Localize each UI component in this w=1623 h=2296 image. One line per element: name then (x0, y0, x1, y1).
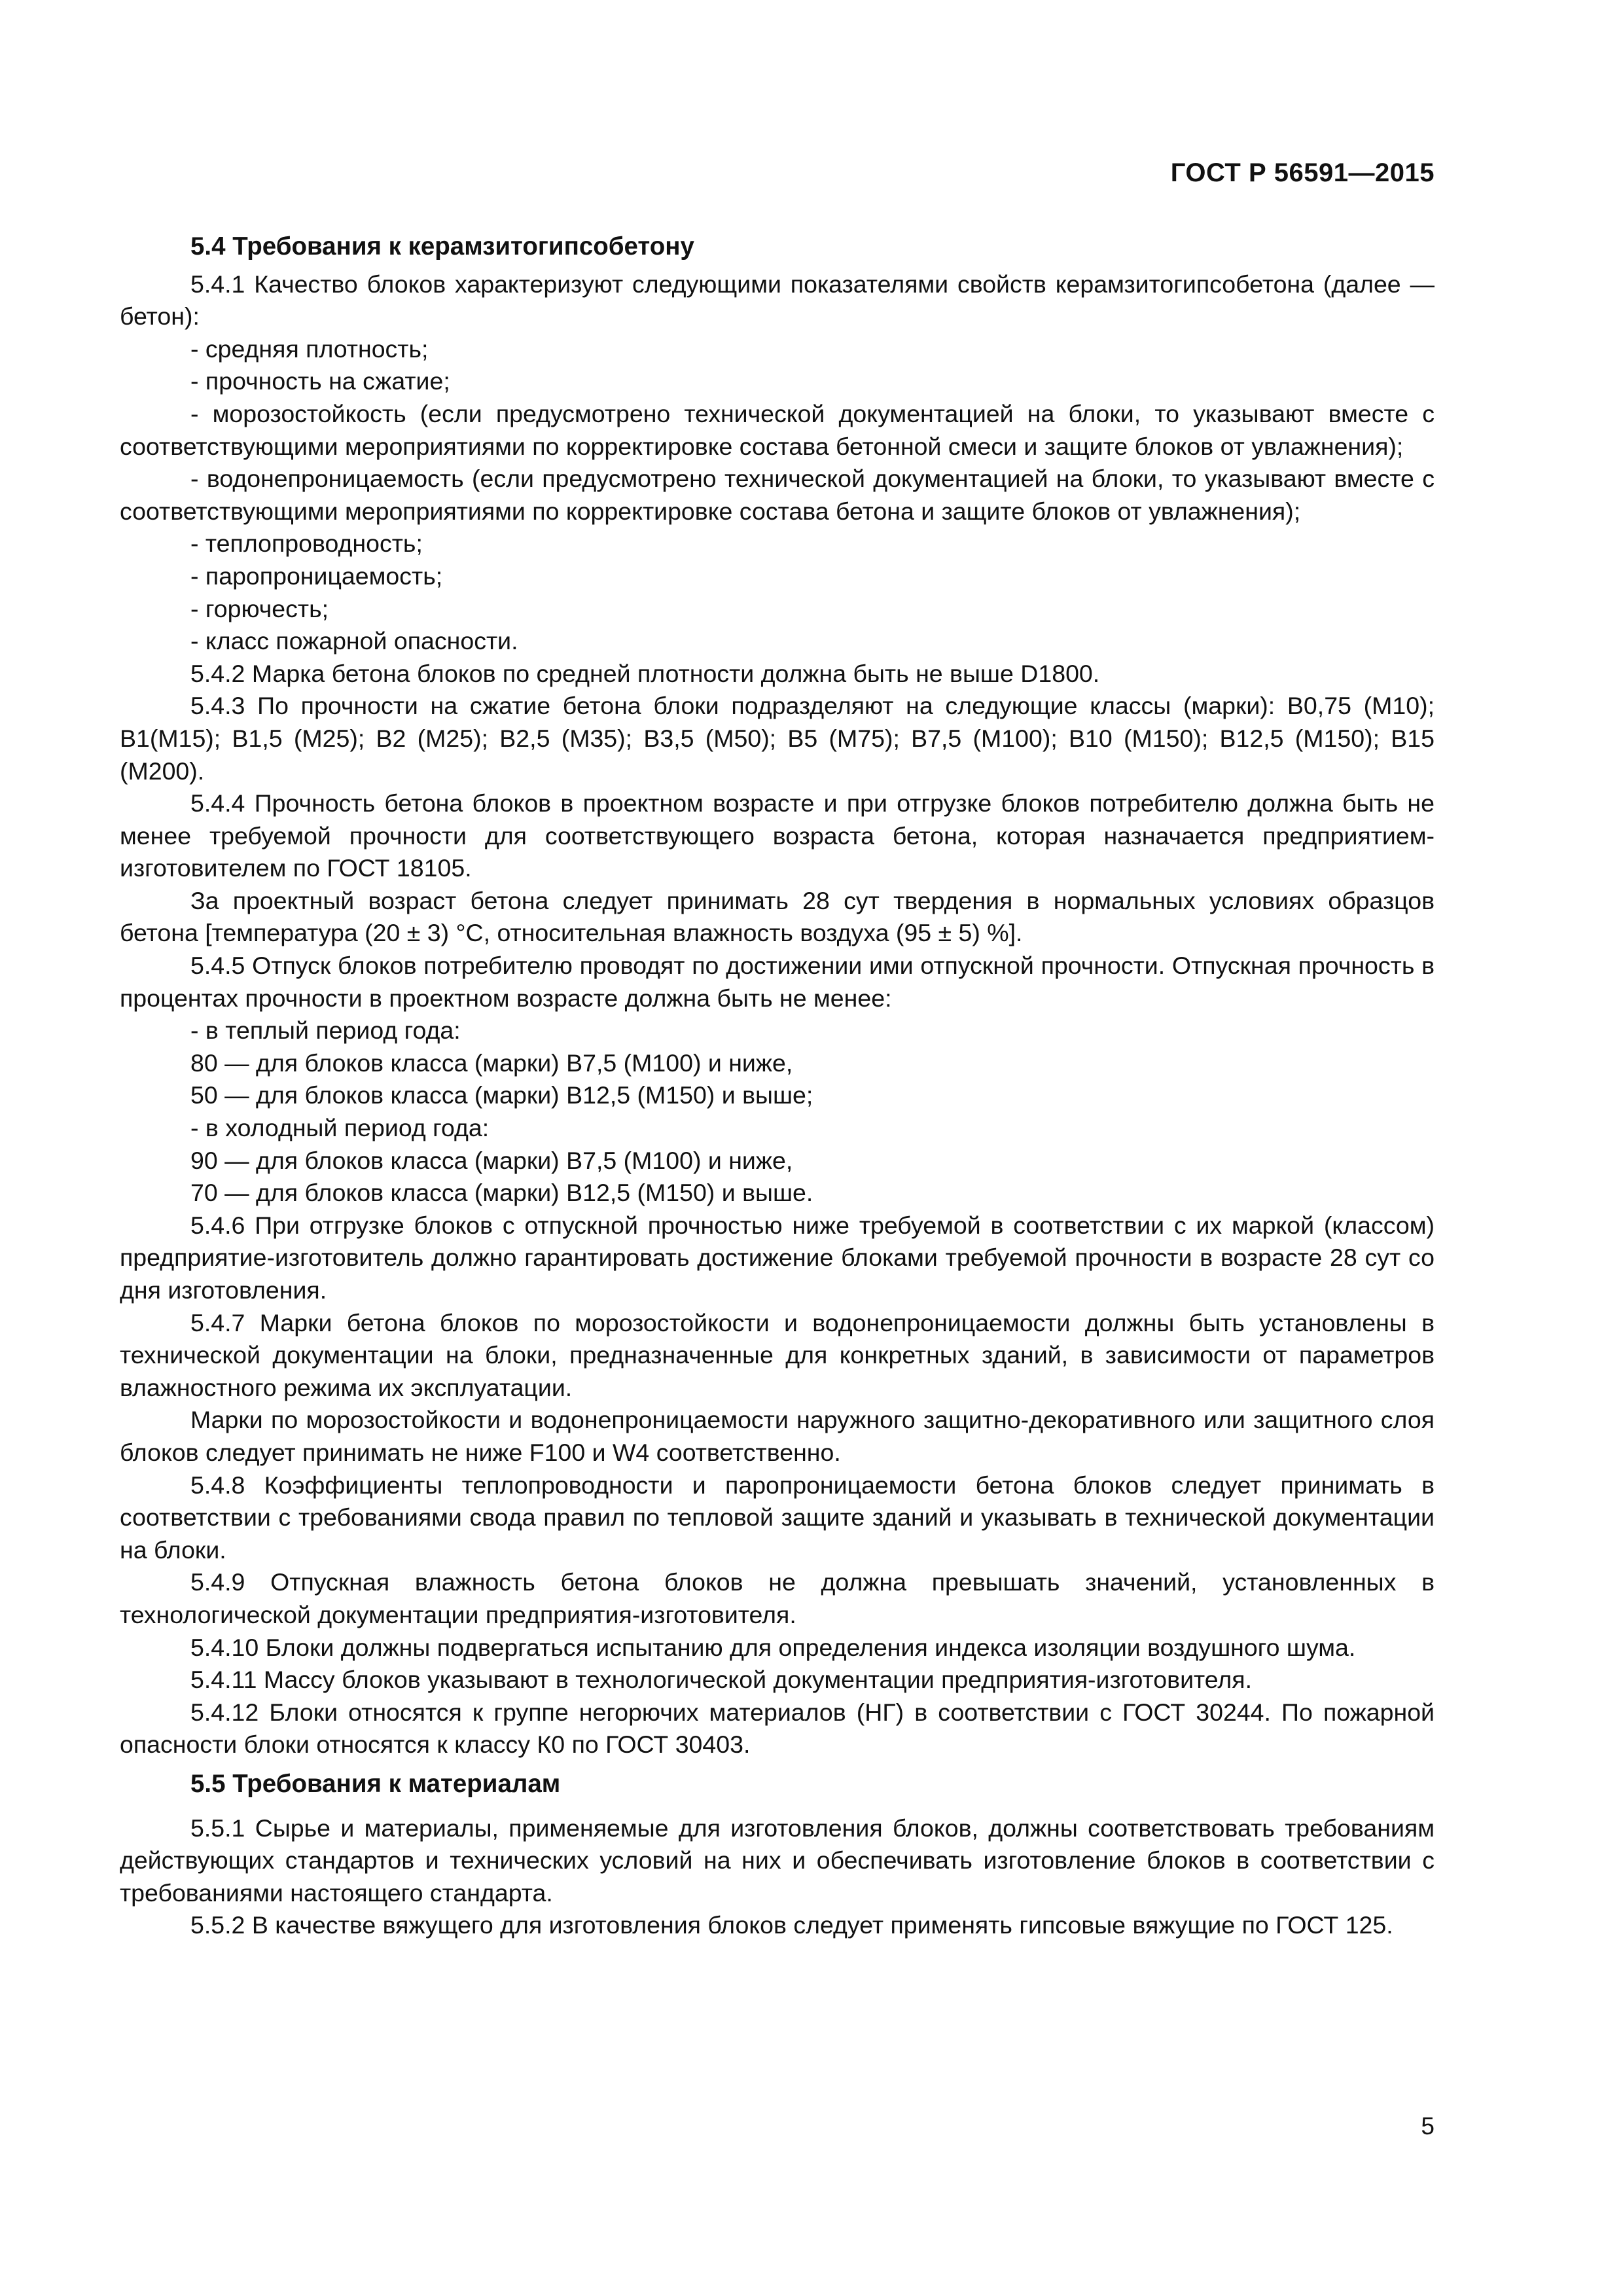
section-5-5-heading: 5.5 Требования к материалам (190, 1769, 561, 1798)
document-body (120, 230, 1435, 1942)
paragraph-5-4-3: 5.4.3 По прочности на сжатие бетона блоки подразделяют на следующие классы (марки): В0,75 (М10); В1(М15); В1,5 (М25); В2 (М25); В2,5 (М35); В3,5 (М50); В5 (М75); В7,5 (М100); В10 (М150); В12,5 (М150); В15 (М200). (120, 692, 1435, 785)
list-item-warm-period: - в теплый период года: (190, 1016, 461, 1045)
list-item-fire-hazard-class: - класс пожарной опасности. (190, 627, 518, 655)
paragraph-5-4-6: 5.4.6 При отгрузке блоков с отпускной прочностью ниже требуемой в соответствии с их маркой (классом) предприятие-изготовитель должно гарантировать достижение блоками требуемой прочности в возрасте 28 сут со дня изготовления. (120, 1211, 1435, 1304)
paragraph-5-5-2: 5.5.2 В качестве вяжущего для изготовления блоков следует применять гипсовые вяжущие по ГОСТ 125. (190, 1911, 1393, 1939)
paragraph-5-4-1: 5.4.1 Качество блоков характеризуют следующими показателями свойств керамзитогипсобетона (далее — бетон): (120, 270, 1435, 331)
paragraph-5-4-5: 5.4.5 Отпуск блоков потребителю проводят по достижении ими отпускной прочности. Отпускная прочность в процентах прочности в проектном возрасте должна быть не менее: (120, 952, 1435, 1012)
document-id-header: ГОСТ Р 56591—2015 (1170, 158, 1435, 187)
paragraph-frost-marks: Марки по морозостойкости и водонепроницаемости наружного защитно-декоративного или защитного слоя блоков следует принимать не ниже F100 и W4 соответственно. (120, 1406, 1435, 1466)
list-item-cold-90: 90 — для блоков класса (марки) В7,5 (М100) и ниже, (190, 1146, 793, 1174)
list-item-water-resistance: - водонепроницаемость (если предусмотрено технической документацией на блоки, то указывают вместе с соответствующими мероприятиями по корректировке состава бетона и защите блоков от увлажнения); (120, 465, 1435, 525)
paragraph-5-4-7: 5.4.7 Марки бетона блоков по морозостойкости и водонепроницаемости должны быть установлены в технической документации на блоки, предназначенные для конкретных зданий, в зависимости от параметров влажностного режима их эксплуатации. (120, 1308, 1435, 1401)
section-5-4-heading: 5.4 Требования к керамзитогипсобетону (190, 232, 694, 260)
list-item-frost-resistance: - морозостойкость (если предусмотрено технической документацией на блоки, то указывают вместе с соответствующими мероприятиями по корректировке состава бетонной смеси и защите блоков от увлажнения); (120, 399, 1435, 460)
paragraph-5-4-11: 5.4.11 Массу блоков указывают в технологической документации предприятия-изготовителя. (190, 1666, 1252, 1694)
paragraph-5-4-12: 5.4.12 Блоки относятся к группе негорючих материалов (НГ) в соответствии с ГОСТ 30244. По пожарной опасности блоки относятся к классу К0 по ГОСТ 30403. (120, 1698, 1435, 1759)
paragraph-design-age: За проектный возраст бетона следует принимать 28 сут твердения в нормальных условиях образцов бетона [температура (20 ± 3) °С, относительная влажность воздуха (95 ± 5) %]. (120, 886, 1435, 947)
list-item-warm-50: 50 — для блоков класса (марки) В12,5 (М150) и выше; (190, 1081, 813, 1109)
list-item-thermal-conductivity: - теплопроводность; (190, 529, 423, 558)
list-item-strength: - прочность на сжатие; (190, 367, 450, 395)
list-item-density: - средняя плотность; (190, 334, 429, 363)
paragraph-5-5-1: 5.5.1 Сырье и материалы, применяемые для изготовления блоков, должны соответствовать требованиям действующих стандартов и технических условий на них и обеспечивать изготовление блоков в соответствии с требованиями настоящего стандарта. (120, 1814, 1435, 1907)
paragraph-5-4-8: 5.4.8 Коэффициенты теплопроводности и паропроницаемости бетона блоков следует принимать в соответствии с требованиями свода правил по тепловой защите зданий и указывать в технической документации на блоки. (120, 1471, 1435, 1564)
list-item-combustibility: - горючесть; (190, 594, 329, 622)
list-item-cold-70: 70 — для блоков класса (марки) В12,5 (М150) и выше. (190, 1179, 813, 1207)
paragraph-5-4-9: 5.4.9 Отпускная влажность бетона блоков не должна превышать значений, установленных в технологической документации предприятия-изготовителя. (120, 1568, 1435, 1628)
paragraph-5-4-4: 5.4.4 Прочность бетона блоков в проектном возрасте и при отгрузке блоков потребителю должна быть не менее требуемой прочности для соответствующего возраста бетона, которая назначается предприятием-изготовителем по ГОСТ 18105. (120, 789, 1435, 882)
list-item-vapor-permeability: - паропроницаемость; (190, 562, 443, 590)
paragraph-5-4-10: 5.4.10 Блоки должны подвергаться испытанию для определения индекса изоляции воздушного шума. (190, 1633, 1356, 1661)
paragraph-5-4-2: 5.4.2 Марка бетона блоков по средней плотности должна быть не выше D1800. (190, 659, 1100, 687)
list-item-warm-80: 80 — для блоков класса (марки) В7,5 (М100) и ниже, (190, 1049, 793, 1077)
page-number: 5 (1421, 2113, 1435, 2140)
list-item-cold-period: - в холодный период года: (190, 1114, 490, 1142)
